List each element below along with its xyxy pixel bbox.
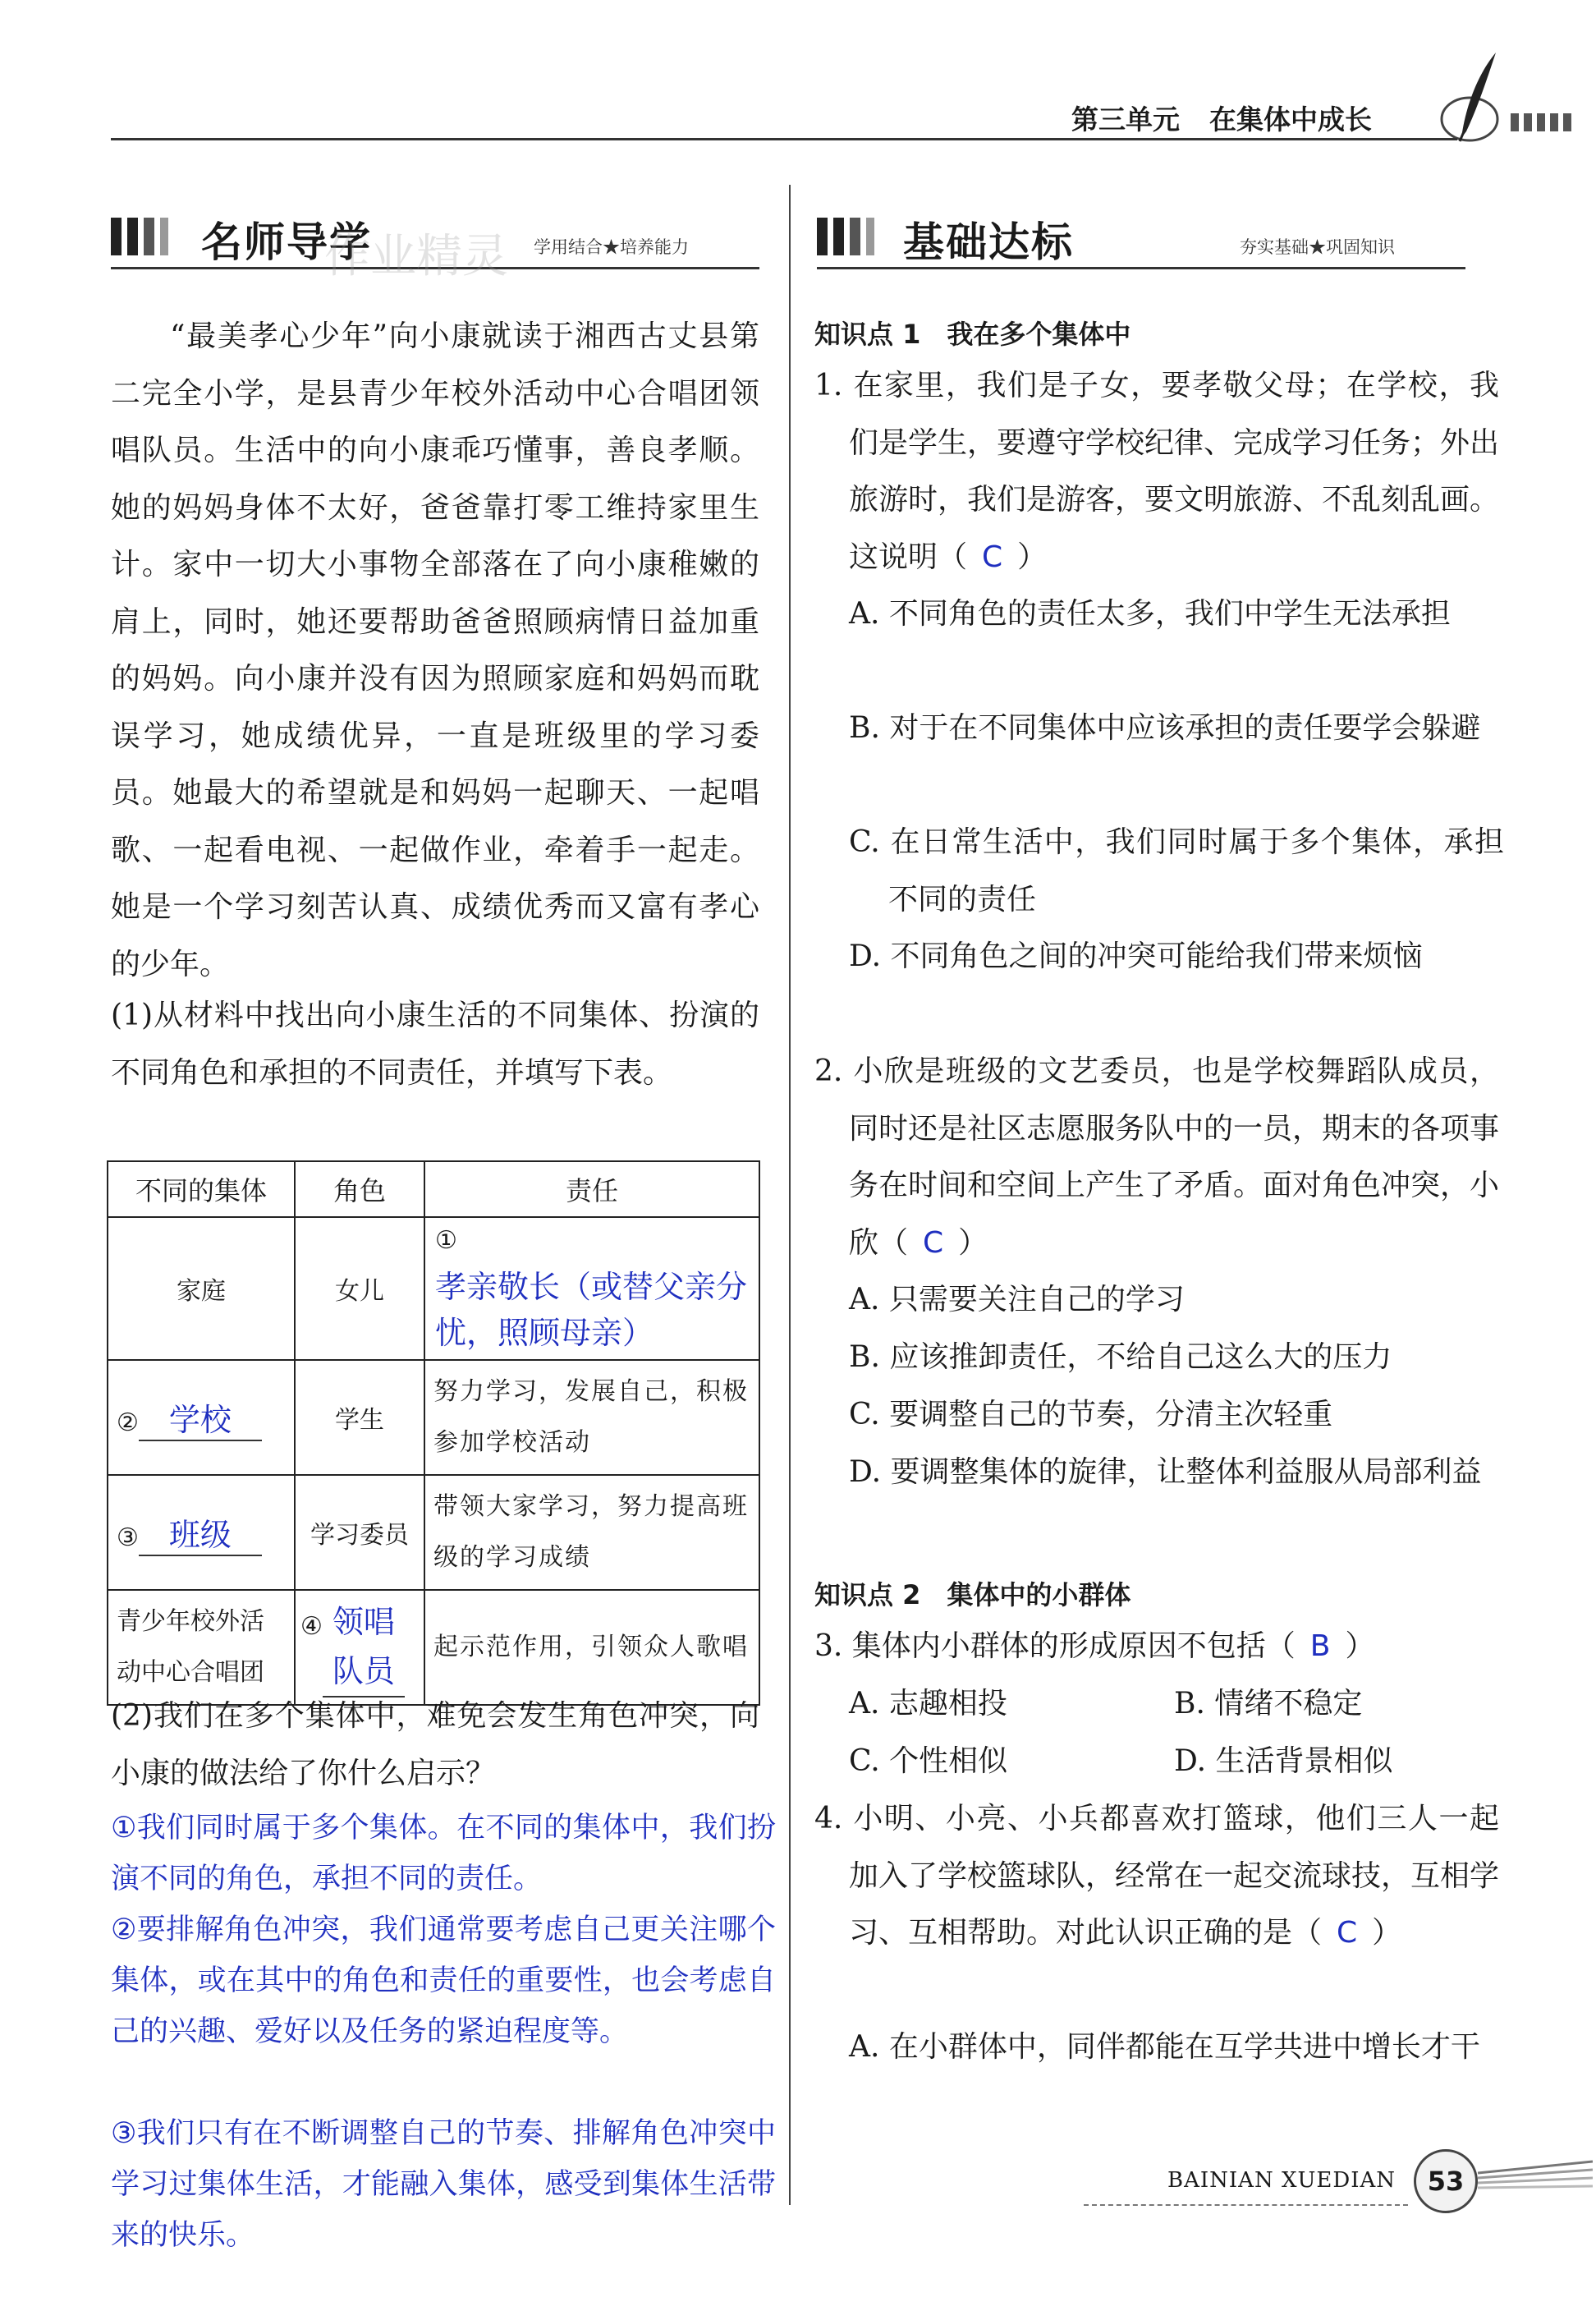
- answer-point-2: ②要排解角色冲突，我们通常要考虑自己更关注哪个集体，或在其中的角色和责任的重要性，也会考虑自己的兴趣、爱好以及任务的紧迫程度等。: [111, 1913, 776, 2048]
- section-header-basics: [817, 209, 1465, 271]
- handwritten-answer: 孝亲敬长（或替父亲分忧，照顾母亲）: [435, 1269, 748, 1351]
- feather-pen-icon: [1437, 49, 1502, 148]
- knowledge-point-2: 知识点 2 集体中的小群体: [814, 1579, 1131, 1610]
- mcq-1-stem: [814, 357, 1499, 586]
- cell-group: 家庭: [108, 1217, 295, 1360]
- paren-close: ）: [1372, 1916, 1402, 1950]
- stem-text: 4. 小明、小亮、小兵都喜欢打篮球，他们三人一起加入了学校篮球队，经常在一起交流球技，互相学习、互相帮助。对此认识正确的是（: [814, 1802, 1500, 1950]
- option-c: C. 个性相似: [849, 1744, 1008, 1778]
- stem-text: 2. 小欣是班级的文艺委员，也是学校舞蹈队成员，同时还是社区志愿服务队中的一员，期末的各项事务在时间和空间上产生了矛盾。面对角色冲突，小欣（: [814, 1054, 1500, 1260]
- answer-letter: C: [1337, 1916, 1358, 1950]
- question-2-prompt: (2)我们在多个集体中，难免会发生角色冲突，向小康的做法给了你什么启示？: [111, 1699, 759, 1790]
- paren-close: ）: [1345, 1629, 1375, 1663]
- handwritten-answer: 学校: [139, 1394, 262, 1441]
- unit-header: [1071, 99, 1372, 137]
- section-subtitle: 夯实基础★巩固知识: [1240, 237, 1395, 257]
- option-d: D. 要调整集体的旋律，让整体利益服从局部利益: [849, 1455, 1482, 1489]
- cell-duty: 起示范作用，引领众人歌唱: [424, 1590, 759, 1705]
- handwritten-answer: 班级: [139, 1509, 262, 1556]
- section-title: 名师导学: [201, 218, 372, 266]
- column-divider: [789, 185, 791, 2205]
- stem-text: 3. 集体内小群体的形成原因不包括（: [814, 1629, 1296, 1663]
- option-d: D. 生活背景相似: [1174, 1744, 1393, 1778]
- blank-number: ③: [117, 1523, 139, 1552]
- table-row: [108, 1360, 759, 1475]
- footer-rule: [1084, 2204, 1408, 2206]
- cell-duty-answer: [424, 1217, 759, 1360]
- header-rule: [111, 138, 1457, 140]
- answer-point-1: ①我们同时属于多个集体。在不同的集体中，我们扮演不同的角色，承担不同的责任。: [111, 1812, 776, 1895]
- option-c: C. 在日常生活中，我们同时属于多个集体，承担不同的责任: [849, 825, 1504, 917]
- stem-text: 1. 在家里，我们是子女，要孝敬父母；在学校，我们是学生，要遵守学校纪律、完成学习任务；外出旅游时，我们是游客，要文明旅游、不乱刻乱画。这说明（: [814, 369, 1500, 574]
- blank-number: ④: [300, 1612, 323, 1641]
- answer-letter: B: [1309, 1629, 1331, 1663]
- page-number: 53: [1414, 2149, 1478, 2213]
- header-bars: [1511, 113, 1571, 131]
- answer-letter: C: [982, 540, 1003, 574]
- cell-group-answer: [108, 1360, 295, 1475]
- section-title: 基础达标: [903, 218, 1074, 266]
- option-c: C. 要调整自己的节奏，分清主次轻重: [849, 1398, 1333, 1431]
- cell-group-answer: [108, 1475, 295, 1590]
- option-b: B. 对于在不同集体中应该承担的责任要学会躲避: [849, 711, 1481, 745]
- question-1-prompt: (1)从材料中找出向小康生活的不同集体、扮演的不同角色和承担的不同责任，并填写下表。: [111, 999, 759, 1090]
- cell-role: 学生: [295, 1360, 424, 1475]
- blank-number: ②: [117, 1408, 139, 1437]
- table-header-duty: 责任: [424, 1161, 759, 1217]
- option-b: B. 应该推卸责任，不给自己这么大的压力: [849, 1340, 1392, 1374]
- knowledge-point-1: 知识点 1 我在多个集体中: [814, 319, 1131, 350]
- mcq-3-stem: [814, 1618, 1465, 1675]
- unit-label: 第三单元: [1071, 103, 1180, 136]
- table-row: [108, 1475, 759, 1590]
- reading-passage: “最美孝心少年”向小康就读于湘西古丈县第二完全小学，是县青少年校外活动中心合唱团领唱队员。生活中的向小康乖巧懂事，善良孝顺。她的妈妈身体不太好，爸爸靠打零工维持家里生计。家中一切大小事物全部落在了向小康稚嫩的肩上，同时，她还要帮助爸爸照顾病情日益加重的妈妈。向小康并没有因为照顾家庭和妈妈而耽误学习，她成绩优异，一直是班级里的学习委员。她最大的希望就是和妈妈一起聊天、一起唱歌、一起看电视、一起做作业，牵着手一起走。她是一个学习刻苦认真、成绩优秀而又富有孝心的少年。: [111, 319, 759, 981]
- table-row: [108, 1217, 759, 1360]
- paren-close: ）: [1017, 540, 1048, 574]
- mcq-2-stem: [814, 1043, 1499, 1271]
- section-subtitle: 学用结合★培养能力: [534, 237, 689, 257]
- cell-group: 青少年校外活动中心合唱团: [108, 1590, 295, 1705]
- option-b: B. 情绪不稳定: [1174, 1687, 1363, 1720]
- option-a: A. 只需要关注自己的学习: [849, 1283, 1185, 1316]
- cell-role: 女儿: [295, 1217, 424, 1360]
- table-header-role: 角色: [295, 1161, 424, 1217]
- cell-duty: 努力学习，发展自己，积极参加学校活动: [424, 1360, 759, 1475]
- watermark: 作业精灵: [324, 230, 508, 283]
- footer-brand: BAINIAN XUEDIAN: [1167, 2168, 1396, 2193]
- handwritten-answer: 领唱队员: [323, 1597, 405, 1697]
- mcq-4-stem: [814, 1790, 1499, 1962]
- paren-close: ）: [958, 1225, 988, 1260]
- option-d: D. 不同角色之间的冲突可能给我们带来烦恼: [849, 939, 1423, 973]
- answer-point-3: ③我们只有在不断调整自己的节奏、排解角色冲突中学习过集体生活，才能融入集体，感受到集体生活带来的快乐。: [111, 2117, 776, 2252]
- unit-title: 在集体中成长: [1209, 103, 1372, 136]
- responsibility-table: [107, 1160, 760, 1706]
- cell-role: 学习委员: [295, 1475, 424, 1590]
- answer-letter: C: [923, 1225, 944, 1260]
- footer-speed-lines-icon: [1478, 2158, 1593, 2199]
- table-header-group: 不同的集体: [108, 1161, 295, 1217]
- blank-number: ①: [435, 1226, 457, 1255]
- cell-duty: 带领大家学习，努力提高班级的学习成绩: [424, 1475, 759, 1590]
- option-a: A. 志趣相投: [849, 1687, 1007, 1720]
- option-a: A. 在小群体中，同伴都能在互学共进中增长才干: [849, 2030, 1480, 2064]
- option-a: A. 不同角色的责任太多，我们中学生无法承担: [849, 597, 1451, 631]
